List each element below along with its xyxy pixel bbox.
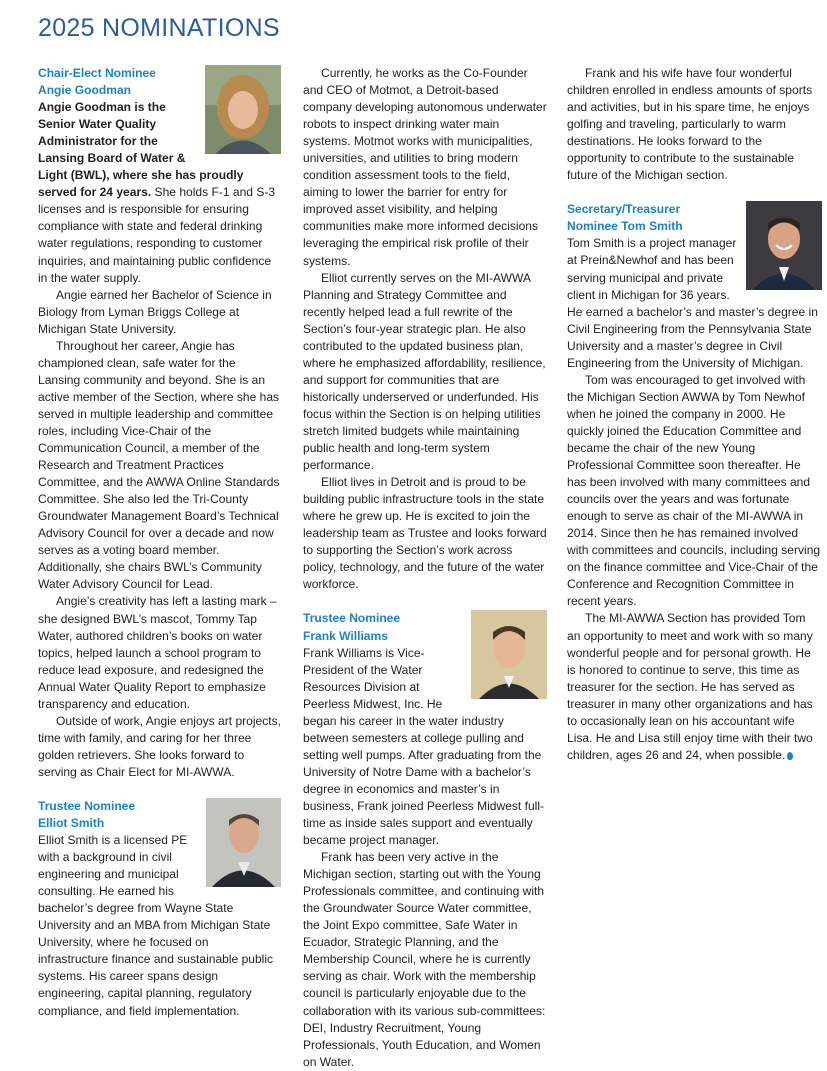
elliot-paragraph-2: Currently, he works as the Co-Founder and CEO of Motmot, a Detroit-based company developing autonomous underwater robots to inspect drinking water main systems. Motmot works with municipalities, universities, and utilities to bring modern condition assessment tools to the field, aiming to lower the barrier for entry for improved asset visibility, and helping communities make more informed decisions leveraging the empirical risk profile of their systems.: [303, 66, 547, 268]
tom-paragraph-3-text: The MI-AWWA Section has provided Tom an opportunity to meet and work with so many wonderful people and for personal growth. He is honored to continue to serve, this time as treasurer for the section. He has served as treasurer in many other organizations and has to occasionally lean on his accountant wife Lisa. He and Lisa still enjoy time with their two children, ages 26 and 24, when possible.: [567, 611, 813, 762]
elliot-paragraph-4: Elliot lives in Detroit and is proud to be building public infrastructure tools in the state where he grew up. He is excited to join the leadership team as Trustee and looks forward to supporting the Section’s work across policy, technology, and the future of the water workforce.: [303, 475, 547, 592]
tom-paragraph-2: Tom was encouraged to get involved with the Michigan Section AWWA by Tom Newhof when he joined the company in 2000. He quickly joined the Education Committee and became the chair of the new Young Professional Committee soon thereafter. He has been involved with many committees and councils over the years and was fortunate enough to serve as chair of the MI-AWWA in 2014. Since then he has remained involved with committees and councils, including serving on the finance committee and Vice-Chair of the Conference and Recognition Committee in recent years.: [567, 372, 821, 609]
page-title: 2025 NOMINATIONS: [38, 14, 280, 42]
tom-name: Nominee Tom Smith: [567, 219, 683, 234]
frank-paragraph-2: Frank has been very active in the Michigan section, starting out with the Young Professionals committee, and continuing with the Groundwater Source Water committee, the Joint Expo committee, Safe Water in Ecuador, Strategic Planning, and the Membership Council, where he is currently serving as chair. Work with the membership council is particularly enjoyable due to the collaboration with its various sub-committees: DEI, Industry Recruitment, Young Professionals, Youth Education, and Women on Water.: [303, 850, 546, 1069]
tom-role: Secretary/Treasurer: [567, 202, 681, 217]
column-1: [38, 65, 281, 1020]
angie-paragraph-4: Angie’s creativity has left a lasting mark – she designed BWL’s mascot, Tommy Tap Water, authored children’s books on water topics, helped launch a school program to reduce lead exposure, and redesigned the Annual Water Quality Report to emphasize transparency and education.: [38, 594, 277, 711]
angie-role: Chair-Elect Nominee: [38, 66, 156, 80]
water-drop-icon: [787, 752, 793, 760]
tom-paragraph-1: Tom Smith is a project manager at Prein&Newhof and has been serving municipal and private client in Michigan for 36 years. He earned a bachelor’s and master’s degree in Civil Engineering from the Pennsylvania State University and a master’s degree in Civil Engineering from the University of Michigan.: [567, 236, 818, 370]
tom-paragraph-3: [567, 610, 822, 763]
elliot-smith-photo: [206, 798, 281, 887]
elliot-role: Trustee Nominee: [38, 798, 136, 813]
elliot-paragraph-3: Elliot currently serves on the MI-AWWA Planning and Strategy Committee and recently helped lead a full rewrite of the Section’s four-year strategic plan. He also contributed to the updated business plan, where he emphasized affordability, resilience, and support for communities that are historically underserved or underfunded. His focus within the Section is on helping utilities stretch limited budgets while maintaining public health and long-term system performance.: [303, 270, 546, 473]
elliot-name: Elliot Smith: [38, 816, 105, 831]
angie-intro-rest: She holds F-1 and S-3 licenses and is responsible for ensuring compliance with state and federal drinking water regulations, responding to customer inquiries, and maintaining public confidence in the water supply.: [38, 185, 276, 285]
frank-paragraph-3: Frank and his wife have four wonderful children enrolled in endless amounts of sports and activities, but in his spare time, he enjoys golfing and traveling, particularly to warm destinations. He looks forward to the opportunity to contribute to the sustainable future of the Michigan section.: [567, 66, 813, 183]
tom-smith-photo: [746, 201, 822, 290]
elliot-paragraph-1: Elliot Smith is a licensed PE with a background in civil engineering and municipal consulting. He earned his bachelor’s degree from Wayne State University and an MBA from Michigan State University, where he focused on infrastructure finance and sustainable public systems. His career spans design engineering, capital planning, regulatory compliance, and field implementation.: [38, 833, 274, 1018]
angie-name: Angie Goodman: [38, 83, 132, 98]
angie-paragraph-3: Throughout her career, Angie has championed clean, safe water for the Lansing community and beyond. She is an active member of the Section, where she has served in multiple leadership and committee roles, including Vice-Chair of the Communication Council, a member of the Research and Treatment Practices Committee, and the AWWA Online Standards Committee. She also led the Tri-County Groundwater Management Board’s Technical Advisory Council for over a decade and now serves as a voting board member. Additionally, she chairs BWL’s Community Water Advisory Council for Lead.: [38, 338, 280, 592]
frank-name: Frank Williams: [303, 628, 388, 643]
angie-paragraph-2: Angie earned her Bachelor of Science in Biology from Lyman Briggs College at Michigan State University.: [38, 287, 272, 336]
frank-williams-photo: [471, 610, 547, 699]
angie-paragraph-5: Outside of work, Angie enjoys art projects, time with family, and caring for her three golden retrievers. She looks forward to serving as Chair Elect for MI-AWWA.: [38, 713, 281, 779]
angie-intro-bold: Angie Goodman is the Senior Water Quality Administrator for the Lansing Board of Water & Light (BWL), where she has proudly served for 24 years.: [38, 100, 244, 200]
column-3: [567, 65, 822, 764]
frank-role: Trustee Nominee: [303, 611, 401, 626]
column-2: [303, 65, 547, 1071]
angie-goodman-photo: [205, 65, 281, 154]
frank-paragraph-1: Frank Williams is Vice-President of the Water Resources Division at Peerless Midwest, Inc. He began his career in the water industry between semesters at college pulling and setting well pumps. After graduating from the University of Notre Dame with a bachelor’s degree in economics and master’s in business, Frank joined Peerless Midwest full-time as inside sales support and eventually became project manager.: [303, 645, 545, 848]
